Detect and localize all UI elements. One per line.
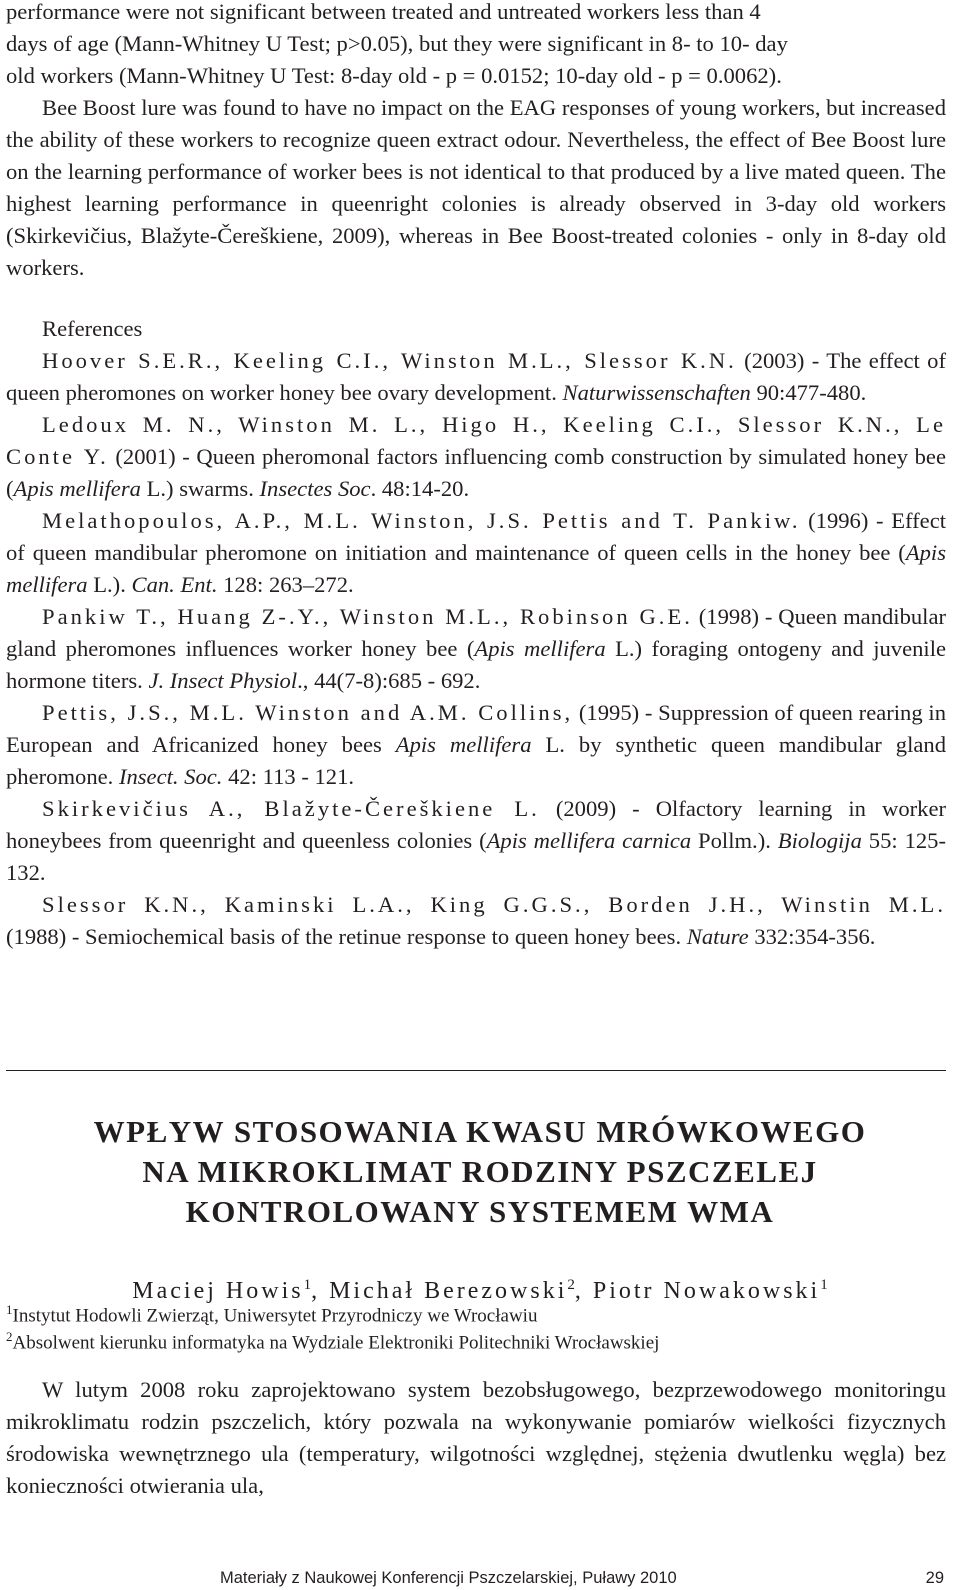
reference-text: (1996) - Effect of queen mandibular pheromone on initiation and maintenance of queen cells in the honey bee ( (6, 508, 947, 565)
reference-item (6, 793, 946, 889)
reference-authors: Skirkevičius A., Blažyte-Čereškiene L. (42, 796, 540, 821)
reference-text: 42: 113 - 121. (222, 764, 355, 789)
reference-text: . 48:14-20. (370, 476, 470, 501)
author-affiliation-mark: 1 (303, 1277, 312, 1293)
author-name: Michał Berezowski (329, 1278, 568, 1304)
continuation-line-1: performance were not significant between treated and untreated workers less than 4 (6, 0, 761, 24)
article-title (0, 1112, 960, 1232)
reference-authors: Pankiw T., Huang Z-.Y., Winston M.L., Robinson G.E. (42, 604, 693, 629)
reference-italic-text: J. Insect Physiol (148, 668, 298, 693)
reference-item (6, 345, 946, 409)
reference-italic-text: Apis mellifera (6, 540, 946, 597)
reference-item (6, 697, 946, 793)
author-name: Piotr Nowakowski (592, 1278, 821, 1304)
article-intro-paragraph: W lutym 2008 roku zaprojektowano system bezobsługowego, bezprzewodowego monitoringu mikroklimatu rodzin pszczelich, który pozwala na wykonywanie pomiarów wielkości fizycznych środowiska wewnętrznego ula (temperatury, wilgotności względnej, stężenia dwutlenku węgla) bez konieczności otwierania ula, (6, 1377, 946, 1498)
reference-italic-text: Nature (686, 924, 749, 949)
reference-text: (2009) - Olfactory learning in worker honeybees from queenright and queenless colonies ( (6, 796, 946, 853)
author-separator: , (311, 1278, 330, 1304)
affiliation-2 (6, 1325, 946, 1355)
reference-item (6, 889, 946, 953)
author-affiliation-mark: 1 (820, 1277, 828, 1293)
reference-text: (2003) - The effect of queen pheromones on worker honey bee ovary development. (6, 348, 946, 405)
reference-authors: Melathopoulos, A.P., M.L. Winston, J.S. Pettis and T. Pankiw. (42, 508, 801, 533)
reference-item (6, 409, 946, 505)
reference-italic-text: Insectes Soc (259, 476, 371, 501)
reference-text: 55: 125-132. (6, 828, 946, 885)
reference-italic-text: Biologija (777, 828, 862, 853)
reference-authors: Pettis, J.S., M.L. Winston and A.M. Collins, (42, 700, 574, 725)
reference-authors: Slessor K.N., Kaminski L.A., King G.G.S., Borden J.H., Winstin M.L. (42, 892, 946, 917)
reference-text: ., 44(7-8):685 - 692. (297, 668, 481, 693)
affiliation-mark: 1 (6, 1302, 13, 1317)
footer-conference: Materiały z Naukowej Konferencji Pszczelarskiej, Puławy 2010 (220, 1569, 677, 1587)
reference-text: 332:354-356. (748, 924, 876, 949)
reference-italic-text: Apis mellifera carnica (486, 828, 692, 853)
affiliation-1 (6, 1298, 946, 1328)
reference-text: (2001) - Queen pheromonal factors influencing comb construction by simulated honey bee ( (6, 444, 946, 501)
continuation-text (6, 0, 946, 284)
reference-text: 128: 263–272. (217, 572, 354, 597)
affiliation-mark: 2 (6, 1329, 13, 1344)
continuation-line-2: days of age (Mann-Whitney U Test; p>0.05), but they were significant in 8- to 10- day (6, 31, 788, 56)
reference-italic-text: Apis mellifera (13, 476, 141, 501)
reference-text: (1998) - Queen mandibular gland pheromones influences worker honey bee ( (6, 604, 946, 661)
reference-italic-text: Apis mellifera (395, 732, 532, 757)
article-title-line-2: NA MIKROKLIMAT RODZINY PSZCZELEJ (142, 1154, 818, 1189)
reference-italic-text: Insect. Soc. (118, 764, 223, 789)
author-affiliation-mark: 2 (567, 1277, 575, 1293)
reference-item (6, 505, 946, 601)
reference-item (6, 601, 946, 697)
section-divider (6, 1070, 946, 1071)
author-separator: , (574, 1278, 593, 1304)
page-number: 29 (925, 1569, 944, 1587)
affiliation-text: Absolwent kierunku informatyka na Wydziale Elektroniki Politechniki Wrocławskiej (12, 1332, 660, 1354)
reference-text: L. by synthetic queen mandibular gland pheromone. (6, 732, 946, 789)
reference-italic-text: Can. Ent. (131, 572, 218, 597)
reference-authors: Ledoux M. N., Winston M. L., Higo H., Keeling C.I., Slessor K.N., Le Conte Y. (6, 412, 946, 469)
reference-authors: Hoover S.E.R., Keeling C.I., Winston M.L., Slessor K.N. (42, 348, 737, 373)
reference-text: Pollm.). (691, 828, 778, 853)
continuation-line-3: old workers (Mann-Whitney U Test: 8-day old - p = 0.0152; 10-day old - p = 0.0062). (6, 63, 782, 88)
reference-text: (1995) - Suppression of queen rearing in European and Africanized honey bees (6, 700, 946, 757)
reference-text: L.) swarms. (140, 476, 260, 501)
reference-text: 90:477-480. (750, 380, 867, 405)
article-title-line-1: WPŁYW STOSOWANIA KWASU MRÓWKOWEGO (93, 1114, 867, 1149)
reference-text: (1988) - Semiochemical basis of the retinue response to queen honey bees. (6, 924, 687, 949)
references-section (6, 313, 946, 953)
references-list (6, 345, 946, 953)
continuation-paragraph: Bee Boost lure was found to have no impact on the EAG responses of young workers, but increased the ability of these workers to recognize queen extract odour. Nevertheless, the effect of Bee Boost lure on the learning performance of worker bees is not identical to that produced by a live mated queen. The highest learning performance in queenright colonies is already observed in 3-day old workers (Skirkevičius, Blažyte-Čereškiene, 2009), whereas in Bee Boost-treated colonies - only in 8-day old workers. (6, 95, 946, 280)
author-name: Maciej Howis (132, 1278, 304, 1304)
reference-italic-text: Apis mellifera (474, 636, 606, 661)
reference-text: L.) foraging ontogeny and juvenile hormone titers. (6, 636, 946, 693)
references-heading: References (42, 316, 143, 341)
article-title-line-3: KONTROLOWANY SYSTEMEM WMA (185, 1194, 775, 1229)
reference-text: L.). (87, 572, 132, 597)
affiliation-text: Instytut Hodowli Zwierząt, Uniwersytet Przyrodniczy we Wrocławiu (12, 1305, 538, 1327)
reference-italic-text: Naturwissenschaften (562, 380, 751, 405)
